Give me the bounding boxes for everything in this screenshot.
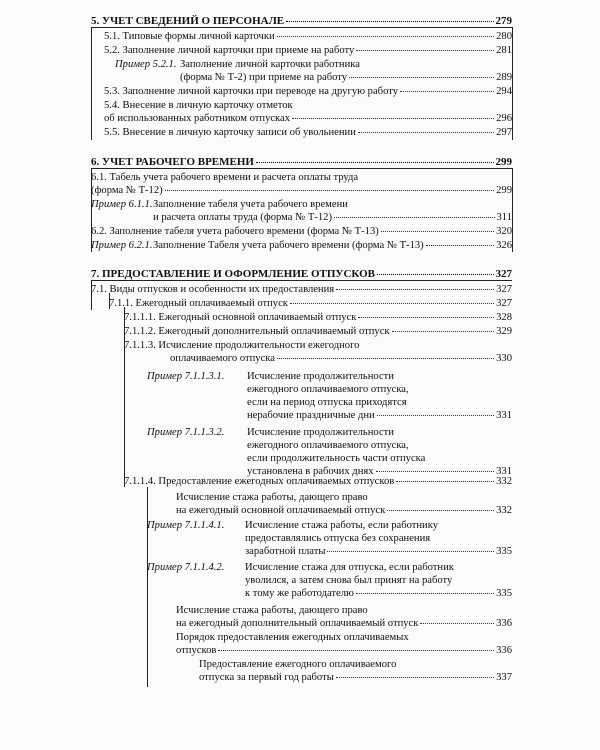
toc-entry: [91, 283, 512, 296]
dot-leader: [381, 231, 494, 232]
table-vertical-rule: [147, 487, 148, 687]
dot-leader: [286, 21, 493, 22]
page-number: 337: [496, 672, 512, 683]
dot-leader: [356, 50, 494, 51]
dot-leader: [334, 217, 495, 218]
page-number: 327: [496, 298, 512, 309]
toc-entry: [104, 30, 512, 43]
page-number: 280: [496, 31, 512, 42]
table-vertical-rule: [512, 168, 513, 252]
entry-text: Заполнение личной карточки работника: [180, 59, 360, 70]
entry-text: Исчисление продолжительности: [247, 371, 394, 382]
table-vertical-rule: [124, 307, 125, 487]
toc-entry: [176, 631, 512, 657]
page-number: 320: [496, 226, 512, 237]
section-rule: [91, 27, 512, 28]
page-number: 294: [496, 86, 512, 97]
entry-text: на ежегодный основной оплачиваемый отпуск: [176, 505, 386, 516]
dot-leader: [400, 91, 494, 92]
dot-leader: [327, 551, 494, 552]
dot-leader: [420, 623, 494, 624]
toc-entry: [176, 604, 512, 630]
entry-text: отпуска за первый год работы: [199, 672, 334, 683]
dot-leader: [377, 274, 493, 275]
example-label: Пример 6.1.1.: [91, 199, 153, 210]
dot-leader: [376, 471, 495, 472]
table-vertical-rule: [91, 280, 92, 310]
entry-text: 5.4. Внесение в личную карточку отметок: [104, 100, 293, 111]
page-number: 311: [496, 212, 512, 223]
toc-entry: [124, 325, 512, 338]
dot-leader: [292, 118, 494, 119]
page-number: 326: [496, 240, 512, 251]
page-number: 299: [495, 156, 512, 168]
toc-entry: [124, 311, 512, 324]
entry-text: если продолжительность части отпуска: [247, 453, 426, 464]
entry-text: ежегодного оплачиваемого отпуска,: [247, 384, 409, 395]
entry-text: 5.1. Типовые формы личной карточки: [104, 31, 275, 42]
toc-entry: [91, 225, 512, 238]
entry-text: Предоставление ежегодного оплачиваемого: [199, 659, 397, 670]
toc-entry: [199, 658, 512, 684]
entry-text: установлена в рабочих днях: [247, 466, 374, 477]
example-label: Пример 7.1.1.4.2.: [147, 562, 225, 573]
entry-text: и расчета оплаты труда (форма № Т-12): [153, 212, 332, 223]
entry-text: нерабочие праздничные дни: [247, 410, 375, 421]
entry-text: (форма № Т-12): [91, 185, 163, 196]
table-vertical-rule: [512, 27, 513, 140]
page-number: 297: [496, 127, 512, 138]
page-number: 279: [495, 15, 512, 27]
entry-text: Исчисление продолжительности: [247, 427, 394, 438]
example-label: Пример 7.1.1.4.1.: [147, 520, 225, 531]
example-label: Пример 7.1.1.3.1.: [147, 371, 225, 382]
section-rule: [91, 168, 512, 169]
example-label: Пример 7.1.1.3.2.: [147, 427, 225, 438]
entry-text: ежегодного оплачиваемого отпуска,: [247, 440, 409, 451]
toc-entry: [109, 297, 512, 310]
toc-entry: [104, 126, 512, 139]
page-number: 331: [496, 466, 512, 477]
entry-text: Заполнение табеля учета рабочего времени: [153, 199, 348, 210]
dot-leader: [290, 303, 494, 304]
toc-entry: [124, 339, 512, 365]
entry-text: 6.2. Заполнение табеля учета рабочего времени (форма № Т-13): [91, 226, 379, 237]
page-number: 299: [496, 185, 512, 196]
entry-text: 7.1. Виды отпусков и особенности их предоставления: [91, 284, 335, 295]
page-number: 332: [496, 476, 512, 487]
entry-text: 6. УЧЕТ РАБОЧЕГО ВРЕМЕНИ: [91, 156, 254, 168]
entry-text: 5.3. Заполнение личной карточки при переводе на другую работу: [104, 86, 399, 97]
table-vertical-rule: [109, 293, 110, 309]
entry-text: Порядок предоставления ежегодных оплачиваемых: [176, 632, 409, 643]
entry-text: Исчисление стажа работы, дающего право: [176, 492, 368, 503]
entry-text: 7.1.1.4. Предоставление ежегодных оплачиваемых отпусков: [124, 476, 395, 487]
dot-leader: [336, 677, 494, 678]
dot-leader: [426, 245, 494, 246]
dot-leader: [358, 132, 494, 133]
page-number: 335: [496, 546, 512, 557]
page-number: 336: [496, 645, 512, 656]
toc-entry: [104, 44, 512, 57]
dot-leader: [387, 510, 494, 511]
dot-leader: [336, 289, 494, 290]
entry-text: 5.2. Заполнение личной карточки при приеме на работу: [104, 45, 355, 56]
dot-leader: [165, 190, 494, 191]
entry-text: 7.1.1. Ежегодный оплачиваемый отпуск: [109, 298, 288, 309]
page-number: 331: [496, 410, 512, 421]
page-number: 332: [496, 505, 512, 516]
entry-text: 5. УЧЕТ СВЕДЕНИЙ О ПЕРСОНАЛЕ: [91, 15, 285, 27]
page-number: 330: [496, 353, 512, 364]
page-number: 329: [496, 326, 512, 337]
page-number: 281: [496, 45, 512, 56]
entry-text: (форма № Т-2) при приеме на работу: [180, 72, 348, 83]
toc-entry: [124, 475, 512, 488]
entry-text: к тому же работодателю: [245, 588, 354, 599]
entry-text: 7. ПРЕДОСТАВЛЕНИЕ И ОФОРМЛЕНИЕ ОТПУСКОВ: [91, 268, 376, 280]
dot-leader: [218, 650, 494, 651]
dot-leader: [358, 317, 494, 318]
entry-text: предоставлялись отпуска без сохранения: [245, 533, 431, 544]
entry-text: Заполнение Табеля учета рабочего времени (форма № Т-13): [153, 240, 424, 251]
page-number: 289: [496, 72, 512, 83]
entry-text: об использованных работником отпусках: [104, 113, 291, 124]
example-label: Пример 5.2.1.: [115, 59, 177, 70]
dot-leader: [396, 481, 494, 482]
entry-text: Исчисление стажа работы, если работнику: [245, 520, 439, 531]
entry-text: уволился, а затем снова был принят на работу: [245, 575, 453, 586]
page-number: 335: [496, 588, 512, 599]
entry-text: 5.5. Внесение в личную карточку записи об увольнении: [104, 127, 356, 138]
entry-text: оплачиваемого отпуска: [170, 353, 275, 364]
toc-entry: [91, 171, 512, 197]
dot-leader: [392, 331, 495, 332]
dot-leader: [277, 36, 494, 37]
entry-text: отпусков: [176, 645, 217, 656]
entry-text: 7.1.1.3. Исчисление продолжительности ежегодного: [124, 340, 360, 351]
dot-leader: [349, 77, 494, 78]
page-number: 296: [496, 113, 512, 124]
table-vertical-rule: [91, 168, 92, 252]
toc-entry: [104, 99, 512, 125]
dot-leader: [277, 358, 494, 359]
dot-leader: [356, 593, 494, 594]
page-number: 336: [496, 618, 512, 629]
section-rule: [91, 280, 512, 281]
toc-entry: [104, 85, 512, 98]
page-number: 327: [495, 268, 512, 280]
example-label: Пример 6.2.1.: [91, 240, 153, 251]
entry-text: заработной платы: [245, 546, 326, 557]
entry-text: 7.1.1.1. Ежегодный основной оплачиваемый отпуск: [124, 312, 357, 323]
entry-text: 7.1.1.2. Ежегодный дополнительный оплачиваемый отпуск: [124, 326, 390, 337]
entry-text: на ежегодный дополнительный оплачиваемый отпуск: [176, 618, 419, 629]
page-number: 327: [496, 284, 512, 295]
entry-text: Исчисление стажа для отпуска, если работник: [245, 562, 454, 573]
dot-leader: [256, 162, 494, 163]
toc-entry: [176, 491, 512, 517]
page-number: 328: [496, 312, 512, 323]
table-vertical-rule: [91, 27, 92, 140]
entry-text: если на период отпуска приходятся: [247, 397, 407, 408]
entry-text: Исчисление стажа работы, дающего право: [176, 605, 368, 616]
entry-text: 6.1. Табель учета рабочего времени и расчета оплаты труда: [91, 172, 359, 183]
dot-leader: [377, 415, 494, 416]
